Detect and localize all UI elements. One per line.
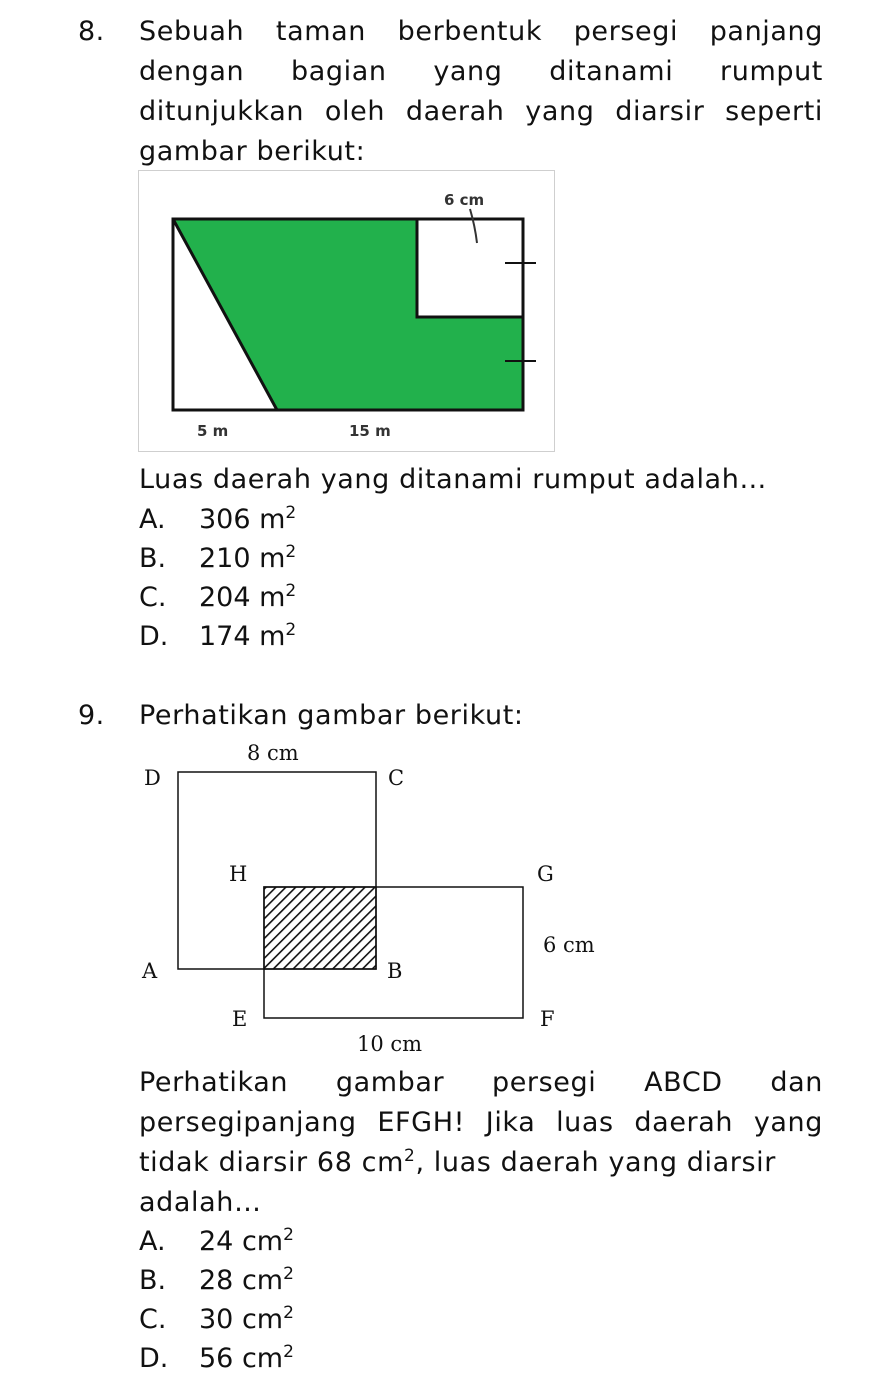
question-9-line-3 xyxy=(139,1147,823,1178)
label-5m: 5 m xyxy=(197,422,229,440)
vertex-f: F xyxy=(540,1007,555,1031)
question-9-line-3-part-a xyxy=(139,1147,776,1178)
unshaded-square xyxy=(417,219,523,317)
question-8-prompt: Luas daerah yang ditanami rumput adalah… xyxy=(139,464,768,495)
label-6cm: 6 cm xyxy=(543,933,595,957)
option-exponent: 2 xyxy=(283,1225,294,1245)
label-10cm: 10 cm xyxy=(357,1032,423,1056)
option-9d[interactable] xyxy=(139,1343,294,1374)
option-letter: A. xyxy=(139,1226,166,1257)
option-letter: A. xyxy=(139,504,166,535)
vertex-b: B xyxy=(387,959,403,983)
option-letter: D. xyxy=(139,1343,169,1374)
garden-figure xyxy=(138,170,555,452)
option-value: 210 m xyxy=(199,543,286,574)
option-exponent: 2 xyxy=(283,1264,294,1284)
question-9-line-3-text: tidak diarsir 68 cm xyxy=(139,1147,405,1178)
question-9-line-3-text-b: , luas daerah yang diarsir xyxy=(415,1147,776,1178)
option-8a[interactable] xyxy=(139,504,296,535)
square-rectangle-figure xyxy=(130,735,630,1065)
option-letter: D. xyxy=(139,621,169,652)
question-8-line-1: Sebuah taman berbentuk persegi panjang xyxy=(139,16,823,47)
question-9-line-3-exponent: 2 xyxy=(404,1146,416,1166)
question-9-number: 9. xyxy=(78,700,105,731)
shaded-overlap xyxy=(264,887,376,969)
option-value: 174 m xyxy=(199,621,286,652)
vertex-d: D xyxy=(144,766,161,790)
option-exponent: 2 xyxy=(285,542,297,562)
option-exponent: 2 xyxy=(285,581,297,601)
option-value: 306 m xyxy=(199,504,286,535)
question-8-line-3: ditunjukkan oleh daerah yang diarsir seperti xyxy=(139,96,823,127)
question-8-line-2: dengan bagian yang ditanami rumput xyxy=(139,56,823,87)
option-letter: B. xyxy=(139,543,167,574)
option-value: 56 cm xyxy=(199,1343,284,1374)
option-8b[interactable] xyxy=(139,543,296,574)
option-exponent: 2 xyxy=(283,1303,294,1323)
option-letter: C. xyxy=(139,1304,167,1335)
question-8-number: 8. xyxy=(78,16,105,47)
garden-diagram xyxy=(139,171,554,451)
vertex-g: G xyxy=(537,862,554,886)
option-letter: B. xyxy=(139,1265,167,1296)
label-6cm: 6 cm xyxy=(444,191,485,209)
question-9-line-4: adalah… xyxy=(139,1187,262,1218)
question-9-line-1: Perhatikan gambar persegi ABCD dan xyxy=(139,1067,823,1098)
vertex-h: H xyxy=(229,862,248,886)
label-15m: 15 m xyxy=(349,422,391,440)
option-8d[interactable] xyxy=(139,621,296,652)
vertex-c: C xyxy=(388,766,405,790)
option-exponent: 2 xyxy=(283,1342,294,1362)
option-9b[interactable] xyxy=(139,1265,294,1296)
option-9c[interactable] xyxy=(139,1304,294,1335)
question-9-line-2: persegipanjang EFGH! Jika luas daerah yang xyxy=(139,1107,823,1138)
option-exponent: 2 xyxy=(285,620,297,640)
vertex-a: A xyxy=(142,959,158,983)
option-value: 24 cm xyxy=(199,1226,284,1257)
question-9-intro: Perhatikan gambar berikut: xyxy=(139,700,524,731)
option-8c[interactable] xyxy=(139,582,296,613)
option-letter: C. xyxy=(139,582,167,613)
overlap-diagram xyxy=(130,735,630,1065)
question-8-line-4: gambar berikut: xyxy=(139,136,366,167)
option-9a[interactable] xyxy=(139,1226,294,1257)
option-value: 28 cm xyxy=(199,1265,284,1296)
option-value: 204 m xyxy=(199,582,286,613)
label-8cm: 8 cm xyxy=(247,741,299,765)
option-exponent: 2 xyxy=(285,503,297,523)
option-value: 30 cm xyxy=(199,1304,284,1335)
vertex-e: E xyxy=(232,1007,248,1031)
